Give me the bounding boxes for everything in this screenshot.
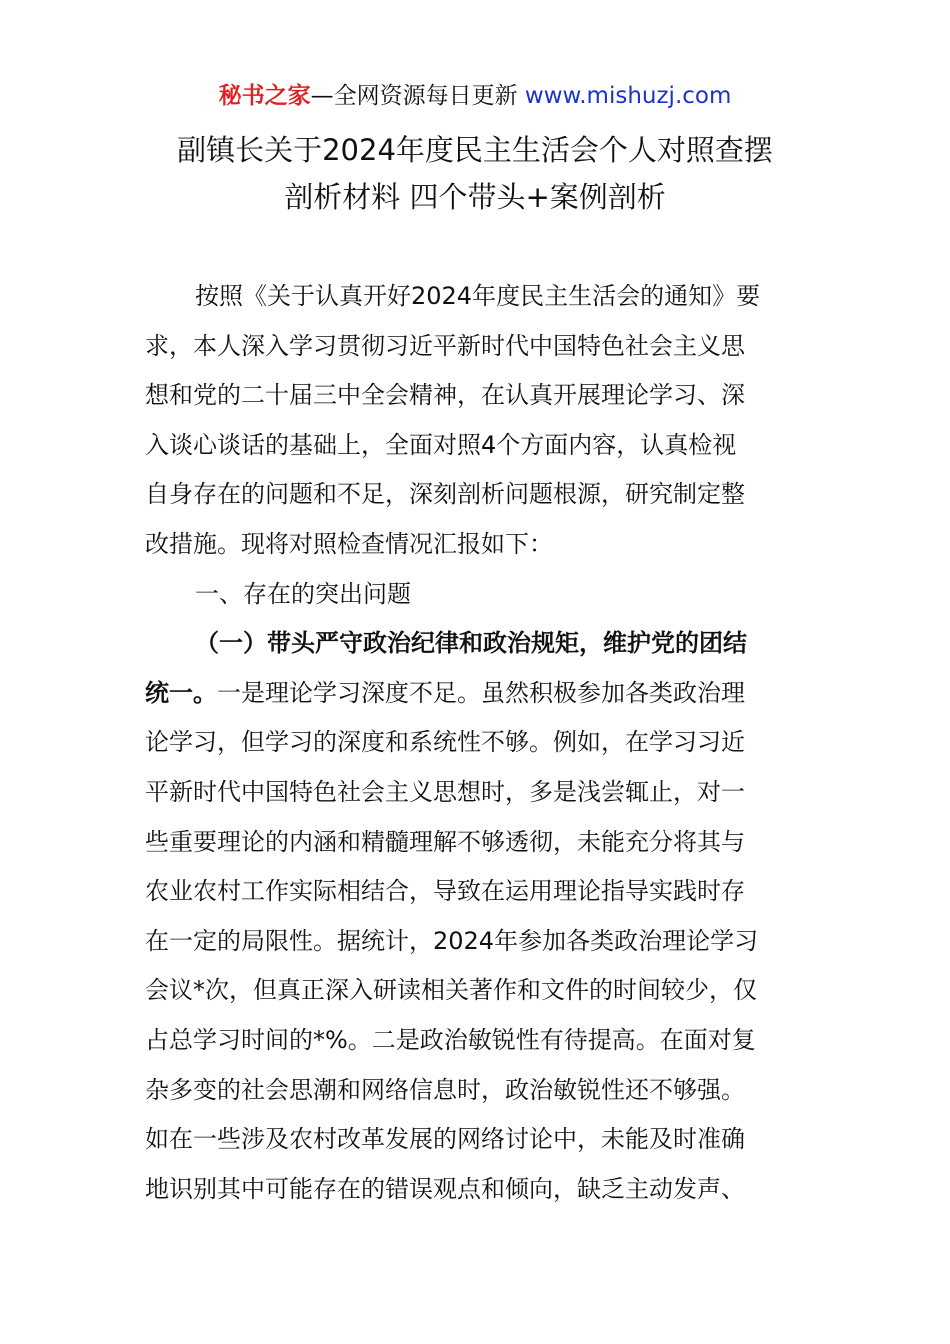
- subsection-heading-end: 统一。: [145, 678, 217, 707]
- paragraph-line: 在一定的局限性。据统计，2024年参加各类政治理论学习: [145, 926, 759, 955]
- paragraph-line: 求，本人深入学习贯彻习近平新时代中国特色社会主义思: [145, 331, 745, 360]
- paragraph-line-mixed: [145, 669, 810, 719]
- document-title-line-2: 剖析材料 四个带头+案例剖析: [284, 180, 666, 214]
- paragraph-line: 会议*次，但真正深入研读相关著作和文件的时间较少，仅: [145, 976, 757, 1005]
- paragraph-line: 占总学习时间的*%。二是政治敏锐性有待提高。在面对复: [145, 1025, 756, 1054]
- subsection-heading: （一）带头严守政治纪律和政治规矩，维护党的团结: [195, 629, 747, 658]
- section-heading: 一、存在的突出问题: [195, 579, 411, 608]
- paragraph-text: 一是理论学习深度不足。虽然积极参加各类政治理: [217, 678, 745, 707]
- document-body: [145, 272, 810, 1214]
- site-header: [0, 78, 950, 114]
- paragraph-line: 如在一些涉及农村改革发展的网络讨论中，未能及时准确: [145, 1125, 745, 1154]
- paragraph-line: 想和党的二十届三中全会精神，在认真开展理论学习、深: [145, 381, 745, 410]
- paragraph-line: 改措施。现将对照检查情况汇报如下：: [145, 529, 553, 558]
- brand-name: 秘书之家: [218, 83, 311, 109]
- document-title-line-1: 副镇长关于2024年度民主生活会个人对照查摆: [177, 133, 773, 167]
- site-url[interactable]: www.mishuzj.com: [524, 83, 732, 109]
- paragraph-line: 农业农村工作实际相结合，导致在运用理论指导实践时存: [145, 877, 745, 906]
- paragraph-line: 论学习，但学习的深度和系统性不够。例如，在学习习近: [145, 728, 745, 757]
- paragraph-line: 平新时代中国特色社会主义思想时，多是浅尝辄止，对一: [145, 777, 745, 806]
- paragraph-line: 按照《关于认真开好2024年度民主生活会的通知》要: [195, 282, 761, 310]
- paragraph-line: 入谈心谈话的基础上，全面对照4个方面内容，认真检视: [145, 430, 737, 459]
- header-tagline: —全网资源每日更新: [310, 83, 525, 109]
- paragraph-line: 些重要理论的内涵和精髓理解不够透彻，未能充分将其与: [145, 827, 745, 856]
- paragraph-line: 自身存在的问题和不足，深刻剖析问题根源，研究制定整: [145, 480, 745, 509]
- paragraph-line: 地识别其中可能存在的错误观点和倾向，缺乏主动发声、: [145, 1174, 745, 1203]
- paragraph-line: 杂多变的社会思潮和网络信息时，政治敏锐性还不够强。: [145, 1075, 745, 1104]
